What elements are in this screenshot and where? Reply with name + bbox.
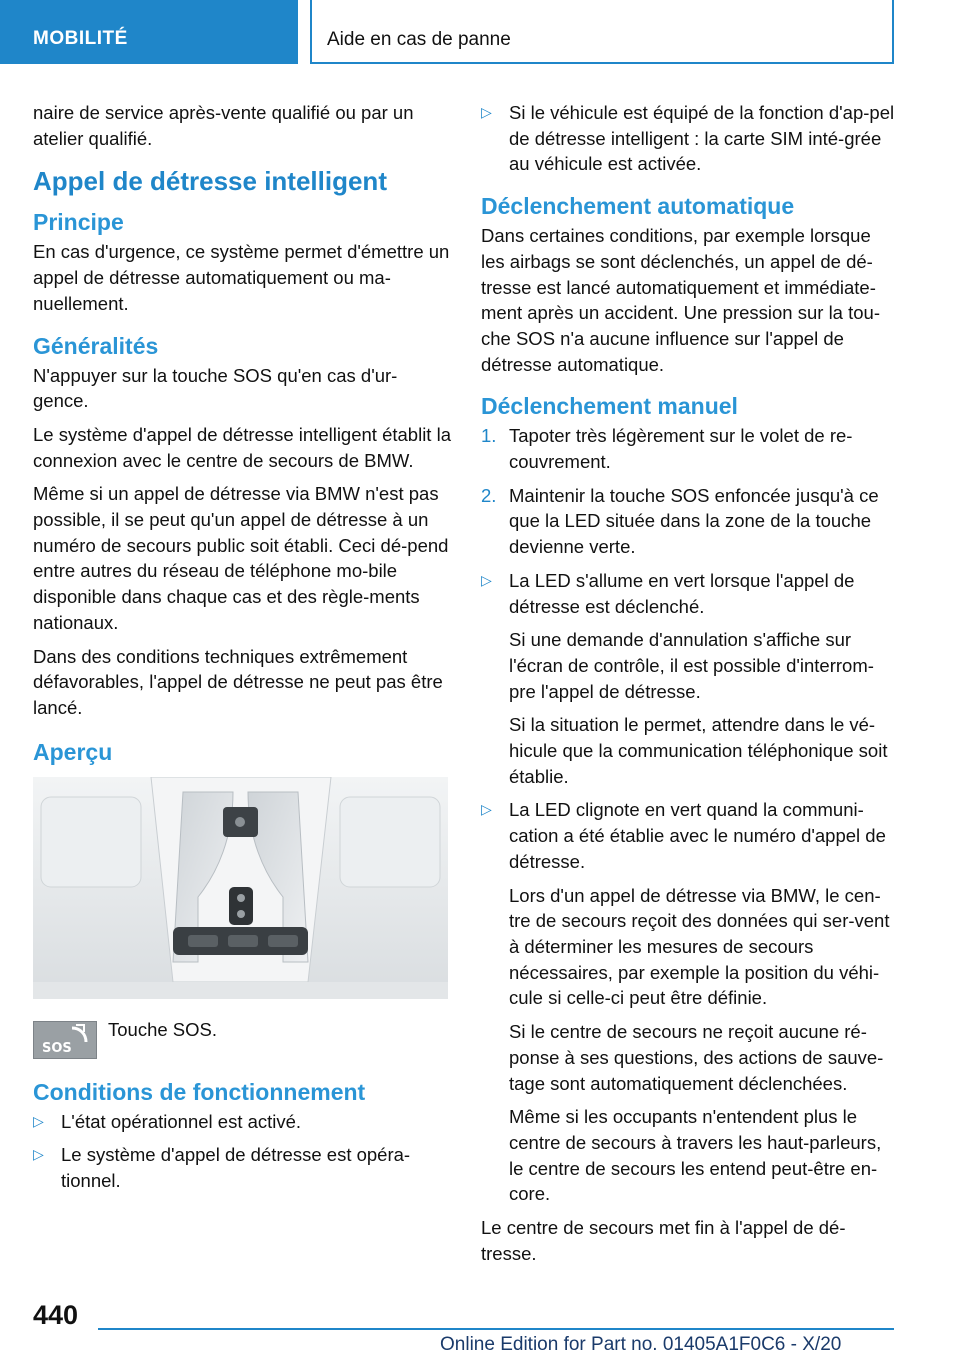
- closing-text: Le centre de secours met fin à l'appel de dé-tresse.: [481, 1217, 846, 1264]
- sos-console-photo: [33, 777, 448, 999]
- bullet-2-para-4: Même si les occupants n'entendent plus le centre de secours à travers les haut-parleurs, le centre de secours les entend peut-être en-core.: [509, 1106, 882, 1205]
- legend-text: Touche SOS.: [108, 1018, 218, 1040]
- generalites-text-3: Même si un appel de détresse via BMW n'est pas possible, il se peut qu'un appel de détresse à un numéro de secours public soit établi. Ceci dé-pend entre autres du réseau de téléphone mo-bile disponible dans chaque cas et des règle-ments nationaux.: [33, 483, 449, 633]
- right-column: [481, 100, 899, 1274]
- step-item: [481, 423, 899, 474]
- main-heading: Appel de détresse intelligent: [33, 166, 387, 197]
- page-number: 440: [33, 1300, 79, 1330]
- bullet-2-para-2: Lors d'un appel de détresse via BMW, le cen-tre de secours reçoit des données qui ser-vent à déterminer les mesures de secours nécessaires, par exemple la position du véhi-cule si celle-ci peut être définie.: [509, 884, 890, 1009]
- sos-icon-label: SOS: [42, 1040, 72, 1056]
- heading-apercu: Aperçu: [33, 738, 113, 765]
- sos-button-icon: [33, 1021, 97, 1059]
- heading-principe: Principe: [33, 209, 124, 236]
- header-title: Aide en cas de panne: [327, 29, 511, 50]
- list-item: [33, 1109, 451, 1135]
- step-1-text: Tapoter très légèrement sur le volet de re-couvrement.: [509, 425, 853, 473]
- bullet-marker: ▷: [33, 1146, 44, 1163]
- step-number: 2.: [481, 484, 497, 506]
- bullet-marker: ▷: [481, 801, 492, 818]
- bullet-1-text: La LED s'allume en vert lorsque l'appel de détresse est déclenché.: [509, 569, 855, 617]
- condition-2: Le système d'appel de détresse est opéra-tionnel.: [61, 1144, 411, 1192]
- heading-generalites: Généralités: [33, 332, 159, 359]
- roof-console-illustration: [33, 777, 448, 999]
- generalites-text-4: Dans des conditions techniques extrêmement défavorables, l'appel de détresse ne peut pas être lancé.: [33, 645, 443, 718]
- generalites-text-1: N'appuyer sur la touche SOS qu'en cas d'ur-gence.: [33, 364, 398, 412]
- footer-divider: [98, 1328, 894, 1330]
- footer-edition: Online Edition for Part no. 01405A1F0C6 - X/20: [440, 1334, 842, 1355]
- step-number: 1.: [481, 425, 497, 447]
- heading-conditions: Conditions de fonctionnement: [33, 1078, 366, 1105]
- step-item: [481, 483, 899, 560]
- bullet-1-para-3: Si la situation le permet, attendre dans le vé-hicule que la communication téléphonique soit établie.: [509, 714, 888, 787]
- auto-text: Dans certaines conditions, par exemple lorsque les airbags se sont déclenchés, un appel de dé-tresse est lancé automatiquement et immédiate-ment après un accident. Une pression sur la tou-che SOS n'a aucune influence sur l'appel de détresse automatique.: [481, 225, 880, 375]
- heading-auto: Déclenchement automatique: [481, 193, 795, 220]
- condition-3: Si le véhicule est équipé de la fonction d'ap-pel de détresse intelligent : la carte SIM inté-grée au véhicule est activée.: [509, 102, 895, 175]
- list-item: [33, 1142, 451, 1193]
- list-item: [481, 100, 899, 177]
- bullet-marker: ▷: [33, 1112, 44, 1129]
- bullet-2-para-3: Si le centre de secours ne reçoit aucune ré-ponse à ses questions, des actions de sauve-tage sont automatiquement déclenchées.: [509, 1021, 884, 1094]
- generalites-text-2: Le système d'appel de détresse intelligent établit la connexion avec le centre de secours de BMW.: [33, 423, 451, 471]
- header-section-tab: [0, 0, 298, 64]
- principe-text: En cas d'urgence, ce système permet d'émettre un appel de détresse automatiquement ou ma-nuellement.: [33, 241, 450, 314]
- header-section-label: MOBILITÉ: [33, 28, 128, 49]
- sos-legend: [33, 1017, 451, 1063]
- bullet-marker: ▷: [481, 571, 492, 588]
- bullet-marker: ▷: [481, 104, 492, 120]
- condition-1: L'état opérationnel est activé.: [61, 1110, 302, 1132]
- bullet-1-para-2: Si une demande d'annulation s'affiche sur l'écran de contrôle, il est possible d'interrom-pre l'appel de détresse.: [509, 629, 874, 702]
- heading-manuel: Déclenchement manuel: [481, 393, 738, 420]
- left-column: [33, 100, 451, 1202]
- list-item: [481, 797, 899, 1207]
- header-title-box: [310, 0, 894, 64]
- list-item: [481, 568, 899, 790]
- bullet-2-text: La LED clignote en vert quand la communi-cation a été établie avec le numéro d'appel de détresse.: [509, 799, 886, 872]
- intro-text: naire de service après-vente qualifié ou par un atelier qualifié.: [33, 102, 414, 149]
- step-2-text: Maintenir la touche SOS enfoncée jusqu'à ce que la LED située dans la zone de la touche devienne verte.: [509, 484, 879, 558]
